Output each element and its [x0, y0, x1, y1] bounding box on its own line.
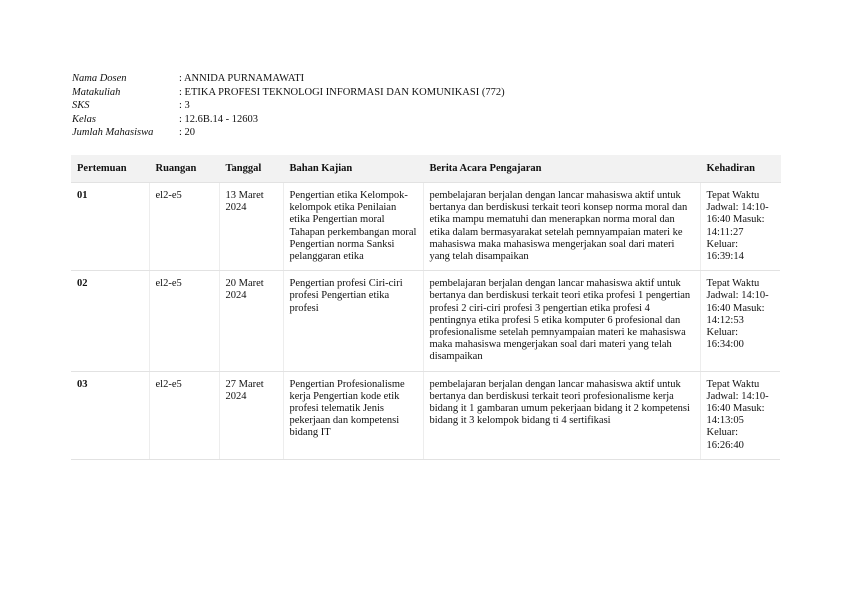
info-label: Kelas	[72, 113, 96, 125]
header-ruangan: Ruangan	[149, 155, 219, 183]
teaching-report-table	[71, 155, 781, 460]
info-row-jumlah	[72, 126, 505, 140]
info-label: Matakuliah	[72, 86, 121, 98]
table-header-row	[71, 155, 780, 183]
class-code: : 12.6B.14 - 12603	[179, 113, 259, 125]
cell-tanggal: 20 Maret 2024	[219, 271, 283, 371]
header-bahan-kajian: Bahan Kajian	[283, 155, 423, 183]
header-tanggal: Tanggal	[219, 155, 283, 183]
header-berita-acara: Berita Acara Pengajaran	[423, 155, 700, 183]
lecturer-name: : ANNIDA PURNAMAWATI	[179, 73, 305, 84]
cell-kehadiran: Tepat Waktu Jadwal: 14:10-16:40 Masuk: 14:11:27 Keluar: 16:39:14	[700, 183, 780, 271]
cell-berita-acara: pembelajaran berjalan dengan lancar mahasiswa aktif untuk bertanya dan berdiskusi terkait teori etika profesi 1 pengertian profesi 2 ciri-ciri profesi 3 pengertian etika profesi 4 pentingnya etika profesi 5 etika komputer 6 profesional dan profesionalisme setelah pemnyampaian materi ke mahasiswa maka mahasiswa mengerjakan soal dari materi yang telah disampaikan	[423, 271, 700, 371]
info-row-dosen	[72, 72, 505, 86]
cell-pertemuan: 01	[71, 183, 149, 271]
header-pertemuan: Pertemuan	[71, 155, 149, 183]
cell-pertemuan: 03	[71, 371, 149, 459]
cell-tanggal: 27 Maret 2024	[219, 371, 283, 459]
info-label: Jumlah Mahasiswa	[72, 127, 154, 138]
header-kehadiran: Kehadiran	[700, 155, 780, 183]
cell-berita-acara: pembelajaran berjalan dengan lancar mahasiswa aktif untuk bertanya dan berdiskusi terkait teori konsep norma moral dan etika mampu mematuhi dan menerapkan norma moral dan etika dalam bermasyarakat setelah pemnyampaian materi ke mahasiswa maka mahasiswa mengerjakan soal dari materi yang telah disampaikan	[423, 183, 700, 271]
cell-bahan-kajian: Pengertian profesi Ciri-ciri profesi Pengertian etika profesi	[283, 271, 423, 371]
table-row	[71, 183, 780, 271]
info-row-kelas	[72, 113, 505, 127]
credit-units: : 3	[179, 100, 190, 111]
info-label: SKS	[72, 100, 90, 111]
cell-bahan-kajian: Pengertian Profesionalisme kerja Pengertian kode etik profesi telematik Jenis pekerjaan dan kompetensi bidang IT	[283, 371, 423, 459]
info-label: Nama Dosen	[72, 73, 127, 84]
cell-ruangan: el2-e5	[149, 371, 219, 459]
info-row-matakuliah	[72, 86, 505, 100]
cell-ruangan: el2-e5	[149, 183, 219, 271]
course-name: : ETIKA PROFESI TEKNOLOGI INFORMASI DAN KOMUNIKASI (772)	[179, 86, 505, 98]
course-info	[72, 72, 505, 140]
table-row	[71, 371, 780, 459]
cell-kehadiran: Tepat Waktu Jadwal: 14:10-16:40 Masuk: 14:13:05 Keluar: 16:26:40	[700, 371, 780, 459]
cell-kehadiran: Tepat Waktu Jadwal: 14:10-16:40 Masuk: 14:12:53 Keluar: 16:34:00	[700, 271, 780, 371]
cell-bahan-kajian: Pengertian etika Kelompok-kelompok etika Penilaian etika Pengertian moral Tahapan perkembangan moral Pengertian norma Sanksi pelanggaran etika	[283, 183, 423, 271]
cell-pertemuan: 02	[71, 271, 149, 371]
table-row	[71, 271, 780, 371]
info-row-sks	[72, 99, 505, 113]
cell-berita-acara: pembelajaran berjalan dengan lancar mahasiswa aktif untuk bertanya dan berdiskusi terkait teori profesionalisme kerja bidang it 1 gambaran umum pekerjaan bidang it 2 kompetensi bidang it 3 kelompok bidang ti 4 sertifikasi	[423, 371, 700, 459]
student-count: : 20	[179, 127, 196, 138]
cell-ruangan: el2-e5	[149, 271, 219, 371]
cell-tanggal: 13 Maret 2024	[219, 183, 283, 271]
